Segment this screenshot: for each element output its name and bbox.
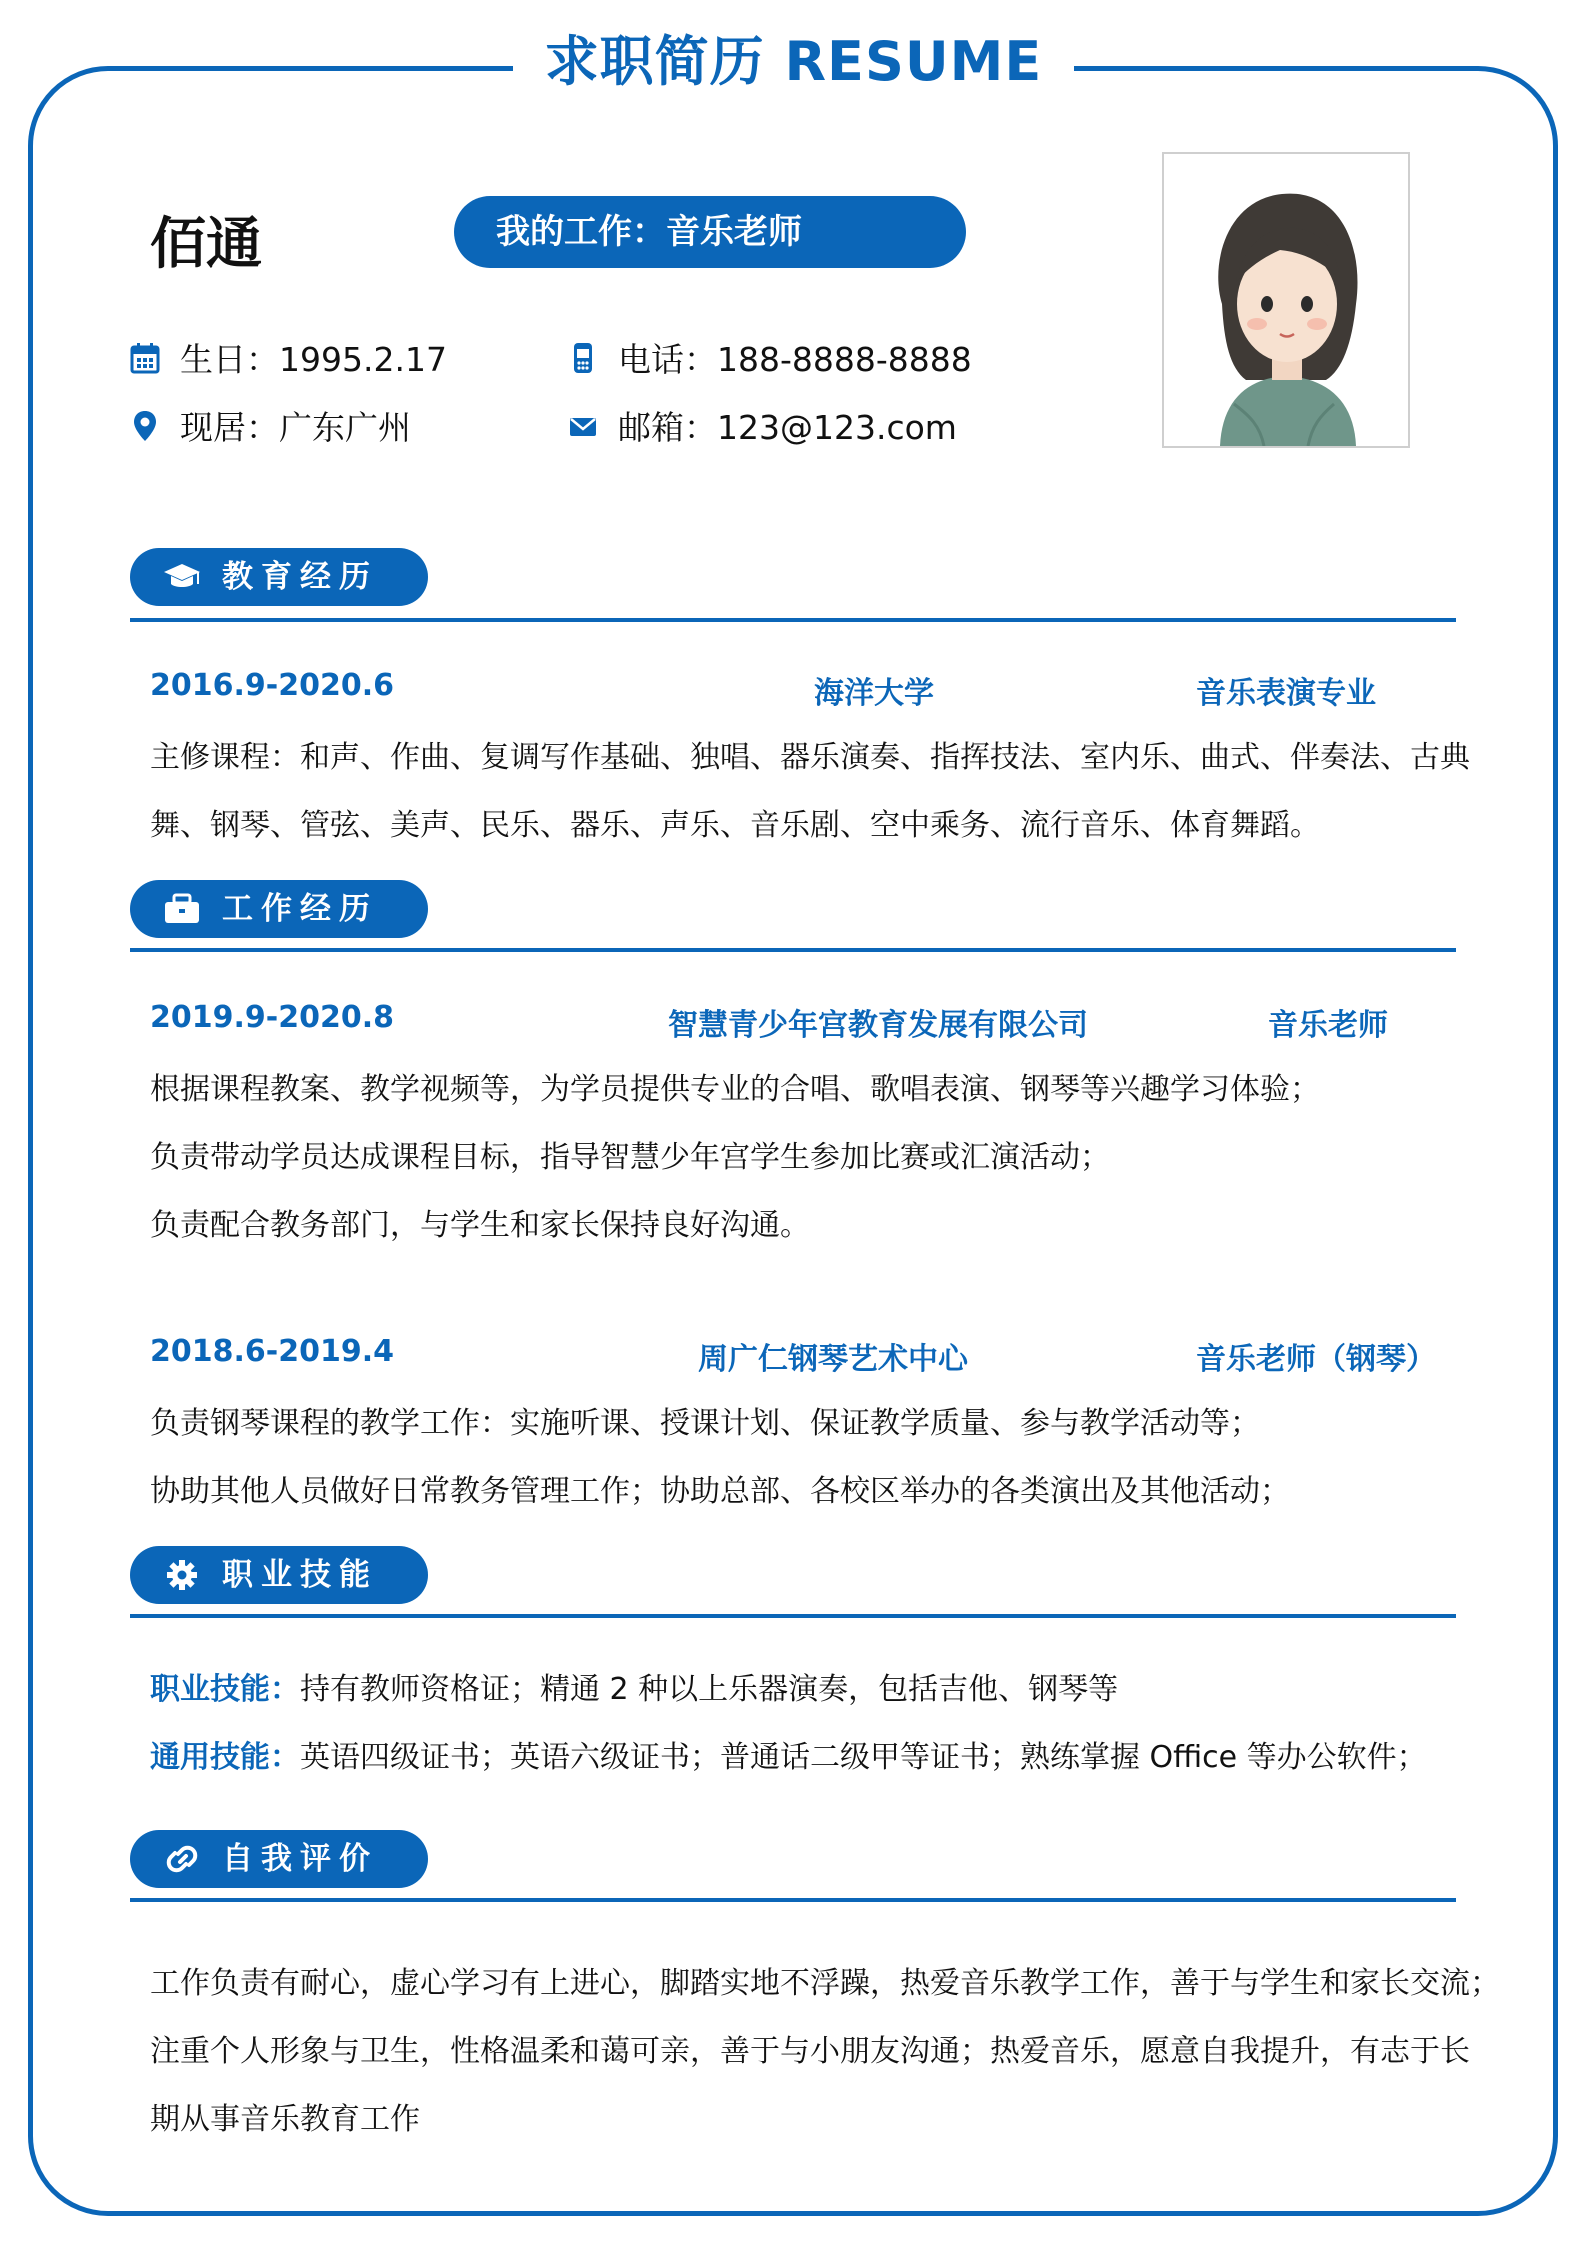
skill-label: 职业技能： [150, 1672, 300, 1707]
page-title: 求职简历 RESUME [513, 24, 1075, 100]
edu-desc-line: 主修课程：和声、作曲、复调写作基础、独唱、器乐演奏、指挥技法、室内乐、曲式、伴奏法、古典 [150, 740, 1470, 775]
job1-date: 2019.9-2020.8 [150, 1000, 394, 1035]
self-eval-line: 工作负责有耐心，虚心学习有上进心，脚踏实地不浮躁，热爱音乐教学工作，善于与学生和家长交流； [150, 1966, 1500, 2001]
job2-date: 2018.6-2019.4 [150, 1334, 394, 1369]
skill-row-general [150, 1724, 1427, 1792]
edu-school: 海洋大学 [814, 676, 934, 711]
graduation-cap-icon [162, 560, 202, 594]
section-header-work [130, 880, 428, 938]
section-title-skills: 职业技能 [222, 1557, 378, 1593]
link-icon [162, 1842, 202, 1876]
birthday-row [130, 334, 447, 381]
location-row [130, 402, 411, 449]
email-row [568, 402, 957, 449]
phone-icon [568, 341, 598, 375]
section-divider [130, 1614, 1456, 1618]
job2-company: 周广仁钢琴艺术中心 [698, 1342, 968, 1377]
title-bar [0, 24, 1587, 104]
briefcase-icon [162, 892, 202, 926]
job2-role: 音乐老师（钢琴） [1196, 1342, 1436, 1377]
edu-desc-line: 舞、钢琴、管弦、美声、民乐、器乐、声乐、音乐剧、空中乘务、流行音乐、体育舞蹈。 [150, 808, 1320, 843]
skill-text: 英语四级证书；英语六级证书；普通话二级甲等证书；熟练掌握 Office 等办公软件； [300, 1740, 1427, 1775]
job1-desc-line: 负责带动学员达成课程目标，指导智慧少年宫学生参加比赛或汇演活动； [150, 1140, 1110, 1175]
mail-icon [568, 409, 598, 443]
calendar-icon [130, 341, 160, 375]
job-badge: 我的工作：音乐老师 [454, 196, 966, 268]
avatar-illustration [1164, 154, 1408, 446]
section-divider [130, 948, 1456, 952]
profile-name: 佰通 [150, 212, 262, 277]
self-eval-line: 期从事音乐教育工作 [150, 2102, 420, 2137]
gear-icon [162, 1558, 202, 1592]
section-header-self-eval [130, 1830, 428, 1888]
skill-text: 持有教师资格证；精通 2 种以上乐器演奏，包括吉他、钢琴等 [300, 1672, 1119, 1707]
skill-row-professional [150, 1656, 1118, 1724]
phone-row [568, 334, 972, 381]
section-title-work: 工作经历 [222, 891, 378, 927]
edu-major: 音乐表演专业 [1196, 676, 1376, 711]
location-pin-icon [130, 409, 160, 443]
birthday-text: 生日：1995.2.17 [180, 340, 447, 379]
job2-desc-line: 负责钢琴课程的教学工作：实施听课、授课计划、保证教学质量、参与教学活动等； [150, 1406, 1260, 1441]
edu-date: 2016.9-2020.6 [150, 668, 394, 703]
section-header-education [130, 548, 428, 606]
location-text: 现居：广东广州 [180, 408, 411, 447]
skill-label: 通用技能： [150, 1740, 300, 1775]
phone-text: 电话：188-8888-8888 [618, 340, 972, 379]
job1-company: 智慧青少年宫教育发展有限公司 [668, 1008, 1088, 1043]
section-title-education: 教育经历 [222, 559, 378, 595]
job1-role: 音乐老师 [1268, 1008, 1388, 1043]
self-eval-line: 注重个人形象与卫生，性格温柔和蔼可亲，善于与小朋友沟通；热爱音乐，愿意自我提升，有志于长 [150, 2034, 1470, 2069]
section-divider [130, 618, 1456, 622]
job1-desc-line: 根据课程教案、教学视频等，为学员提供专业的合唱、歌唱表演、钢琴等兴趣学习体验； [150, 1072, 1320, 1107]
section-divider [130, 1898, 1456, 1902]
email-text: 邮箱：123@123.com [618, 408, 957, 447]
section-title-self-eval: 自我评价 [222, 1841, 378, 1877]
job1-desc-line: 负责配合教务部门，与学生和家长保持良好沟通。 [150, 1208, 810, 1243]
job2-desc-line: 协助其他人员做好日常教务管理工作；协助总部、各校区举办的各类演出及其他活动； [150, 1474, 1290, 1509]
section-header-skills [130, 1546, 428, 1604]
profile-photo [1162, 152, 1410, 448]
